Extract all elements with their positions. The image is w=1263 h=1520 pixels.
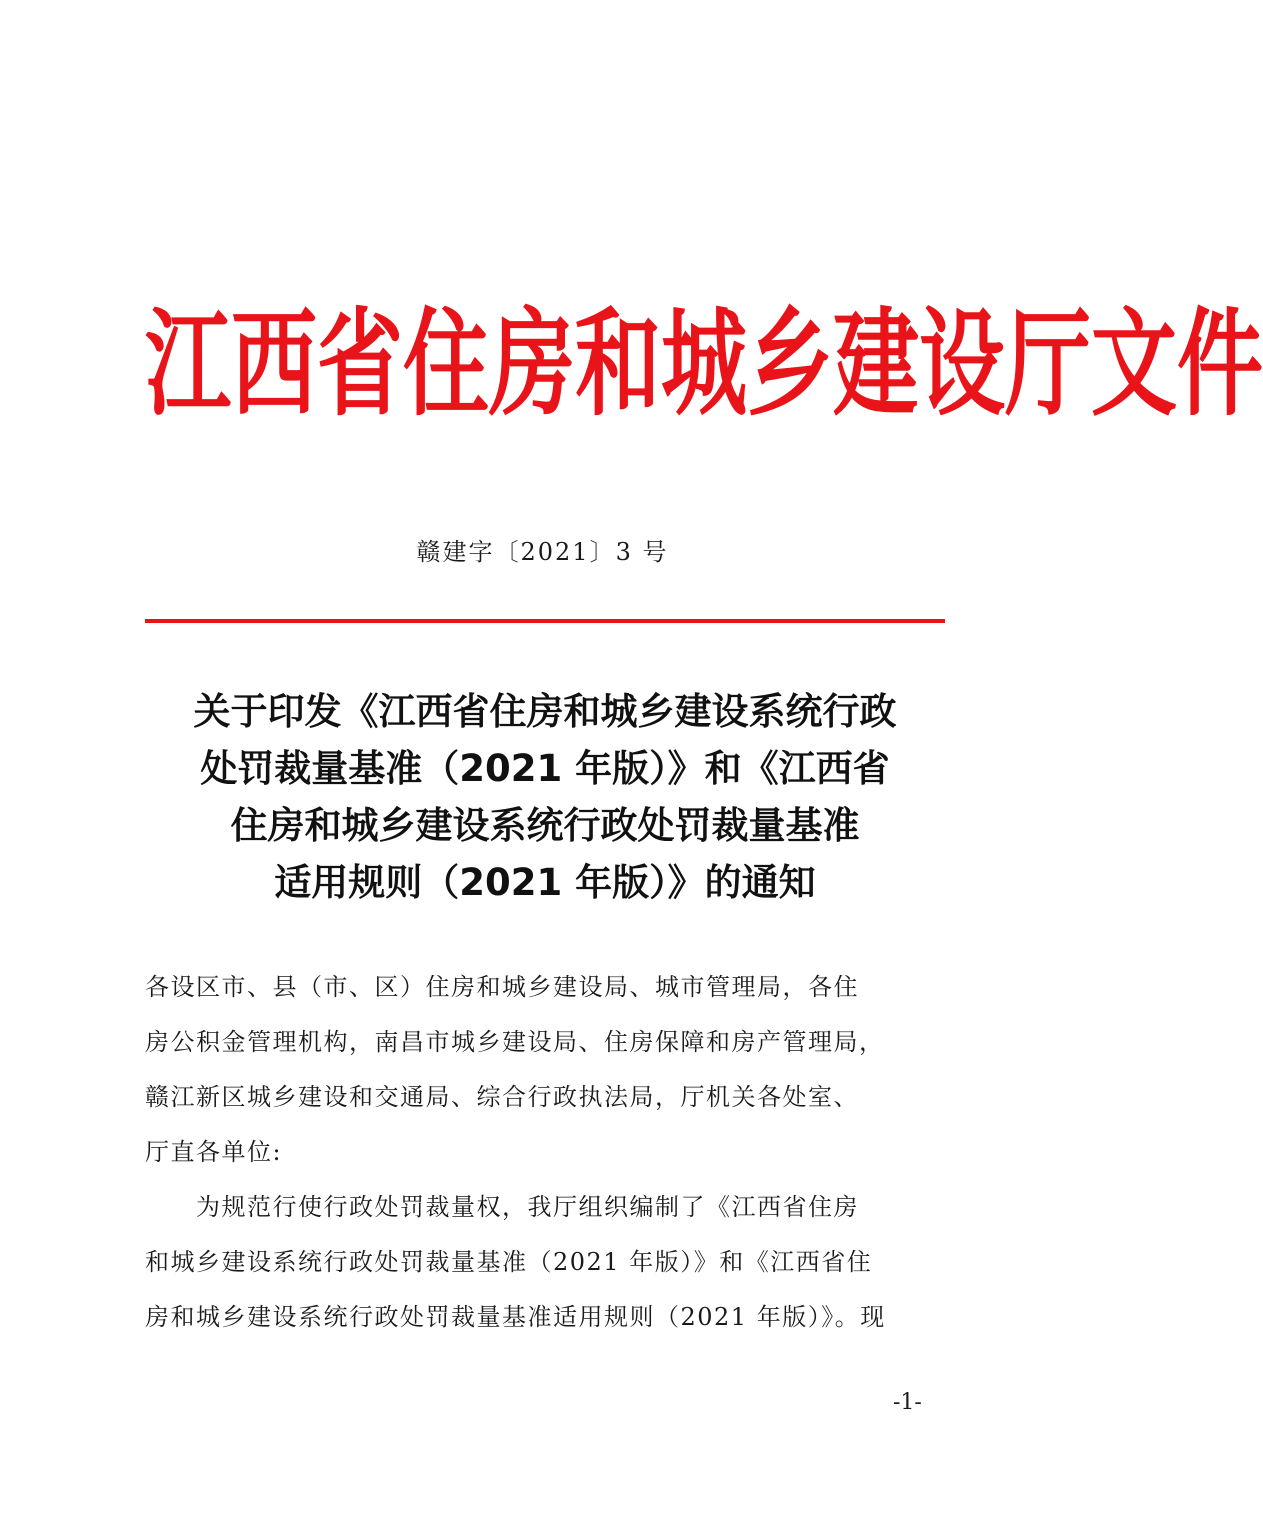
body-line-addressee: 赣江新区城乡建设和交通局、综合行政执法局，厅机关各处室、	[145, 1083, 859, 1111]
masthead-char: 设	[919, 297, 1005, 433]
masthead-char: 省	[317, 297, 403, 433]
document-title	[140, 683, 950, 911]
body-line-addressee: 厅直各单位:	[145, 1138, 283, 1166]
document-number: 赣建字〔2021〕3 号	[416, 538, 669, 566]
masthead-char: 房	[489, 297, 575, 433]
masthead-char: 乡	[747, 297, 833, 433]
title-line: 关于印发《江西省住房和城乡建设系统行政	[193, 690, 897, 733]
masthead-char: 文	[1091, 297, 1177, 433]
page-number: -1-	[893, 1390, 922, 1415]
masthead-char: 住	[403, 297, 489, 433]
title-line: 适用规则（2021 年版）》的通知	[274, 861, 816, 904]
masthead-char: 和	[575, 297, 661, 433]
body-line-addressee: 各设区市、县（市、区）住房和城乡建设局、城市管理局，各住	[145, 973, 859, 1001]
body-line-paragraph: 为规范行使行政处罚裁量权，我厅组织编制了《江西省住房	[145, 1193, 859, 1221]
body-line-paragraph: 房和城乡建设系统行政处罚裁量基准适用规则（2021 年版）》。现	[145, 1303, 886, 1331]
red-divider-rule	[145, 619, 945, 623]
body-line-paragraph: 和城乡建设系统行政处罚裁量基准（2021 年版）》和《江西省住	[145, 1248, 873, 1276]
masthead-char: 件	[1177, 297, 1263, 433]
document-body	[145, 960, 945, 1345]
masthead-char: 建	[833, 297, 919, 433]
masthead-char: 西	[231, 297, 317, 433]
body-line-addressee: 房公积金管理机构，南昌市城乡建设局、住房保障和房产管理局，	[145, 1028, 885, 1056]
title-line: 处罚裁量基准（2021 年版）》和《江西省	[200, 747, 890, 790]
masthead-char: 江	[145, 297, 231, 433]
masthead-title	[145, 297, 1263, 433]
title-line: 住房和城乡建设系统行政处罚裁量基准	[230, 804, 860, 847]
masthead-char: 厅	[1005, 297, 1091, 433]
masthead-char: 城	[661, 297, 747, 433]
